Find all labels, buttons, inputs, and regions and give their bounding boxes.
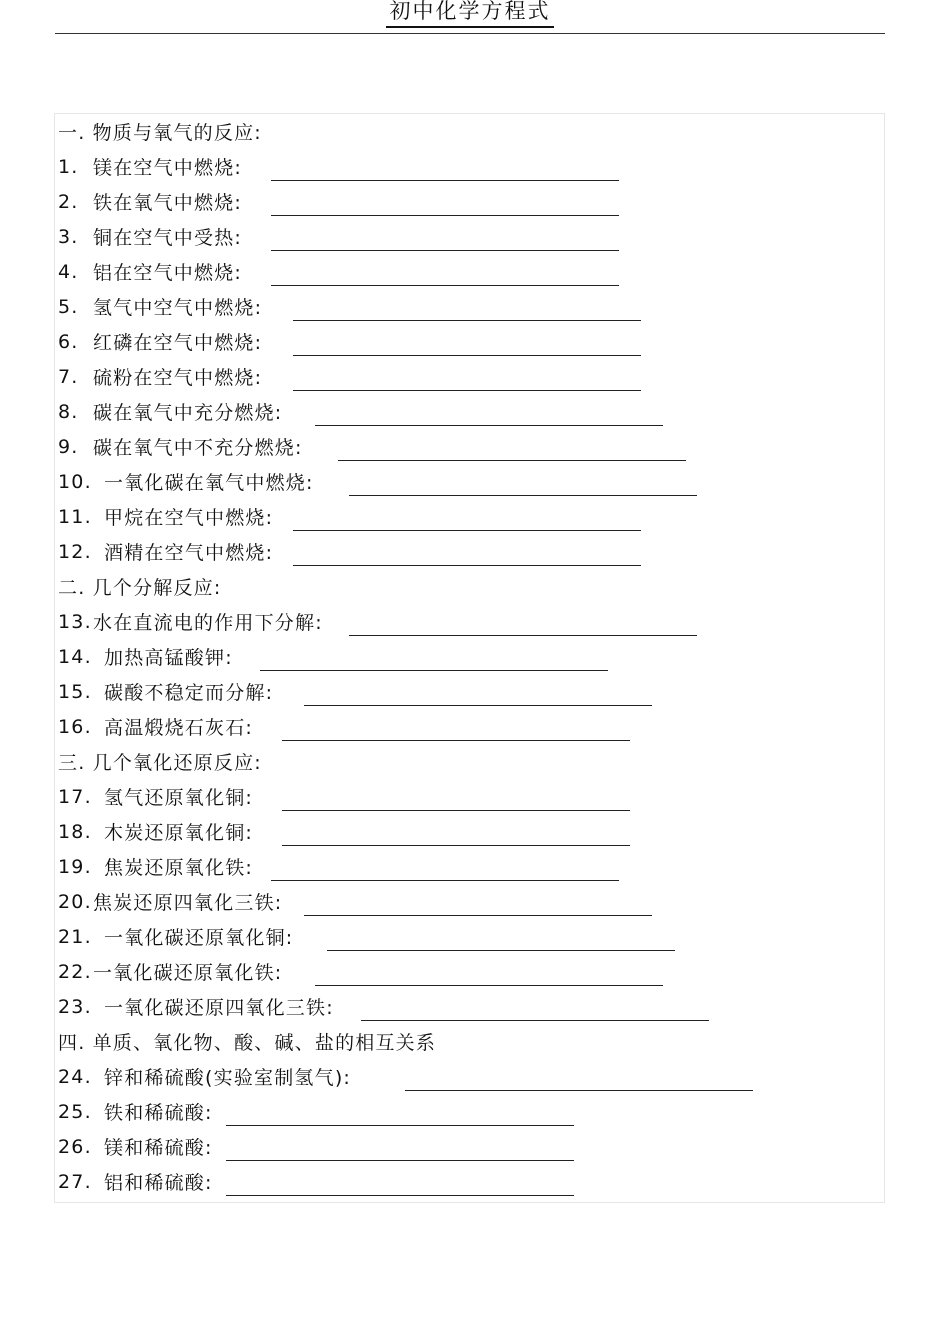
question-item [58,989,334,1024]
question-item [58,884,282,919]
question-item [58,709,253,744]
answer-blank[interactable] [271,880,619,881]
question-label: 锌和稀硫酸(实验室制氢气): [104,1067,352,1089]
answer-blank[interactable] [271,215,619,216]
question-number: 9. [58,435,79,458]
question-number: 8. [58,400,79,423]
answer-blank[interactable] [304,915,652,916]
question-item [58,779,253,814]
question-label: 镁和稀硫酸: [104,1137,213,1159]
question-number: 5. [58,295,79,318]
question-label: 红磷在空气中燃烧: [93,332,263,354]
page-title: 初中化学方程式 [386,0,554,28]
question-number: 26. [58,1135,92,1158]
question-label: 碳在氧气中充分燃烧: [93,402,283,424]
question-item [58,1129,213,1164]
answer-blank[interactable] [293,320,641,321]
question-number: 24. [58,1065,92,1088]
answer-blank[interactable] [271,180,619,181]
answer-blank[interactable] [349,495,697,496]
question-label: 酒精在空气中燃烧: [104,542,274,564]
question-number: 2. [58,190,79,213]
question-item [58,1059,351,1094]
header-divider [55,33,885,34]
question-item [58,324,262,359]
question-item [58,289,262,324]
question-item [58,814,253,849]
question-item [58,429,303,464]
question-number: 27. [58,1170,92,1193]
worksheet [54,113,885,1203]
question-number: 20. [58,890,92,913]
answer-blank[interactable] [282,810,630,811]
question-number: 7. [58,365,79,388]
section-heading: 二. 几个分解反应: [58,577,222,599]
answer-blank[interactable] [282,845,630,846]
question-item [58,919,293,954]
question-label: 铜在空气中受热: [93,227,243,249]
question-label: 碳在氧气中不充分燃烧: [93,437,303,459]
question-number: 17. [58,785,92,808]
question-label: 铁在氧气中燃烧: [93,192,243,214]
answer-blank[interactable] [226,1160,574,1161]
question-number: 25. [58,1100,92,1123]
question-label: 一氧化碳还原氧化铁: [93,962,283,984]
question-number: 1. [58,155,79,178]
section-heading: 四. 单质、氧化物、酸、碱、盐的相互关系 [58,1032,437,1054]
question-item [58,219,242,254]
page-header [0,0,950,40]
question-label: 水在直流电的作用下分解: [93,612,323,634]
question-number: 4. [58,260,79,283]
question-item [58,954,282,989]
question-number: 6. [58,330,79,353]
answer-blank[interactable] [226,1195,574,1196]
question-item [58,1094,213,1129]
question-item [58,534,273,569]
question-item [58,1164,213,1199]
answer-blank[interactable] [282,740,630,741]
question-label: 碳酸不稳定而分解: [104,682,274,704]
question-number: 16. [58,715,92,738]
question-label: 一氧化碳还原氧化铜: [104,927,294,949]
question-label: 焦炭还原四氧化三铁: [93,892,283,914]
question-number: 19. [58,855,92,878]
question-label: 加热高锰酸钾: [104,647,233,669]
answer-blank[interactable] [361,1020,709,1021]
answer-blank[interactable] [338,460,686,461]
answer-blank[interactable] [293,355,641,356]
question-label: 一氧化碳在氧气中燃烧: [104,472,314,494]
answer-blank[interactable] [260,670,608,671]
answer-blank[interactable] [304,705,652,706]
question-number: 10. [58,470,92,493]
question-item [58,499,273,534]
answer-blank[interactable] [293,390,641,391]
question-number: 22. [58,960,92,983]
question-label: 高温煅烧石灰石: [104,717,254,739]
answer-blank[interactable] [293,530,641,531]
question-label: 木炭还原氧化铜: [104,822,254,844]
answer-blank[interactable] [315,985,663,986]
question-number: 13. [58,610,92,633]
question-number: 18. [58,820,92,843]
question-label: 焦炭还原氧化铁: [104,857,254,879]
answer-blank[interactable] [271,285,619,286]
question-label: 一氧化碳还原四氧化三铁: [104,997,334,1019]
answer-blank[interactable] [327,950,675,951]
section-heading: 一. 物质与氧气的反应: [58,122,262,144]
question-item [58,149,242,184]
question-item [58,254,242,289]
question-label: 硫粉在空气中燃烧: [93,367,263,389]
question-number: 15. [58,680,92,703]
question-label: 铁和稀硫酸: [104,1102,213,1124]
question-item [58,394,282,429]
answer-blank[interactable] [271,250,619,251]
question-number: 23. [58,995,92,1018]
question-label: 铝和稀硫酸: [104,1172,213,1194]
answer-blank[interactable] [349,635,697,636]
question-number: 21. [58,925,92,948]
question-item [58,464,314,499]
question-number: 12. [58,540,92,563]
question-item [58,184,242,219]
question-item [58,849,253,884]
question-label: 氢气中空气中燃烧: [93,297,263,319]
answer-blank[interactable] [226,1125,574,1126]
question-item [58,639,233,674]
question-label: 甲烷在空气中燃烧: [104,507,274,529]
question-item [58,359,262,394]
question-number: 3. [58,225,79,248]
question-item [58,604,323,639]
question-label: 铝在空气中燃烧: [93,262,243,284]
answer-blank[interactable] [405,1090,753,1091]
question-number: 14. [58,645,92,668]
question-item [58,674,273,709]
question-label: 镁在空气中燃烧: [93,157,243,179]
question-label: 氢气还原氧化铜: [104,787,254,809]
answer-blank[interactable] [315,425,663,426]
answer-blank[interactable] [293,565,641,566]
question-number: 11. [58,505,92,528]
section-heading: 三. 几个氧化还原反应: [58,752,262,774]
